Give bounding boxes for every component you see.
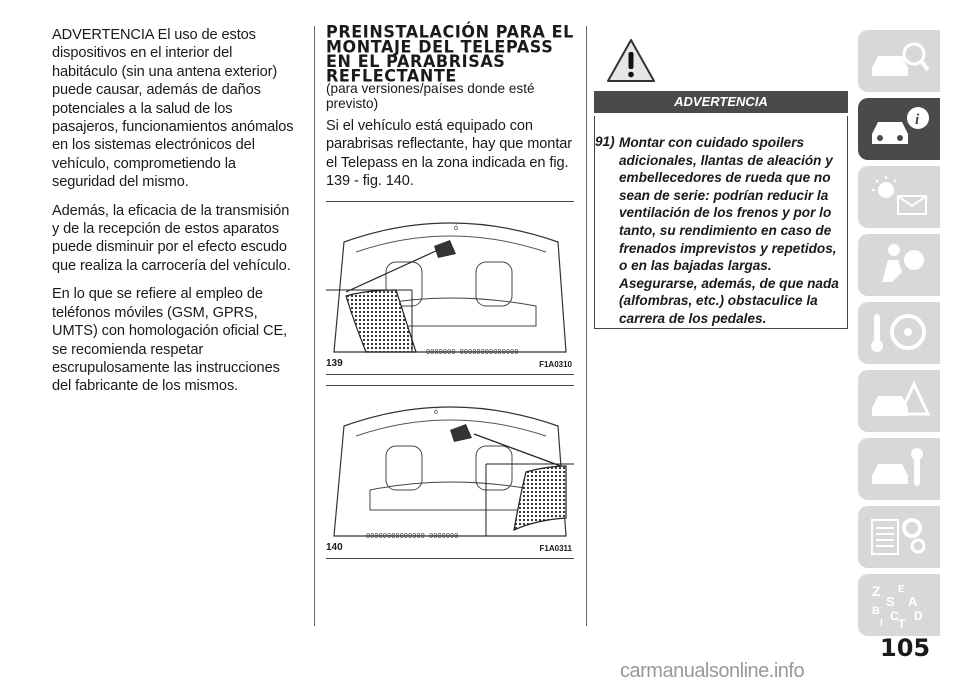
- figure-code: F1A0311: [539, 543, 572, 553]
- svg-text:I: I: [880, 618, 883, 628]
- car-wrench-icon: [868, 446, 930, 492]
- sidebar-tab-warning-lights[interactable]: [858, 166, 940, 228]
- text-column-1: [52, 26, 296, 406]
- svg-text:E: E: [898, 584, 905, 595]
- paragraph: Además, la eficacia de la transmisión y de la recepción de estos aparatos puede disminuir por el efecto escudo que realiza la carrocería del vehículo.: [52, 202, 291, 274]
- svg-text:i: i: [915, 112, 920, 128]
- sidebar-tab-safety[interactable]: [858, 234, 940, 296]
- watermark: carmanualsonline.info: [620, 660, 805, 682]
- paragraph: En lo que se refiere al empleo de teléfonos móviles (GSM, GPRS, UMTS) con homologación oficial CE, se recomienda respetar escrupulosamente las instrucciones del fabricante de los mismos.: [52, 286, 288, 395]
- column-divider: [314, 26, 315, 626]
- figure-number: 139: [326, 357, 343, 369]
- warning-number: 91): [595, 134, 615, 149]
- sidebar-tab-index[interactable]: [858, 574, 940, 636]
- windshield-illustration: [326, 386, 574, 558]
- svg-text:S: S: [886, 594, 895, 609]
- svg-text:A: A: [908, 594, 918, 609]
- svg-text:T: T: [898, 617, 906, 628]
- svg-text:D: D: [914, 609, 923, 623]
- figure-139: [326, 201, 574, 375]
- svg-text:Z: Z: [872, 583, 881, 599]
- sidebar-tab-technical-data[interactable]: [858, 506, 940, 568]
- column-divider: [586, 26, 587, 626]
- warning-column: [594, 0, 848, 340]
- warning-box: [594, 116, 848, 329]
- section-subnote: (para versiones/países donde esté previsto): [326, 81, 535, 111]
- alphabet-index-icon: [868, 582, 930, 628]
- section-heading: PREINSTALACIÓN PARA EL MONTAJE DEL TELEPASS EN EL PARABRISAS REFLECTANTE: [326, 21, 574, 86]
- page-number: 105: [880, 634, 931, 662]
- warning-text: Montar con cuidado spoilers adicionales, llantas de aleación y embellecedores de rueda que no sean de serie: podrían reducir la ventilación de los frenos y por lo tanto, su rendimiento en caso de frenados imprevistos y repetidos, o en las bajadas largas. Asegurarse, además, de que nada (alfombras, etc.) obstaculice la carrera de los pedales.: [619, 135, 839, 326]
- airbag-person-icon: [868, 242, 930, 288]
- sidebar-tab-emergency[interactable]: [858, 370, 940, 432]
- warning-title: ADVERTENCIA: [594, 91, 848, 113]
- paragraph: ADVERTENCIA El uso de estos dispositivos en el interior del habitáculo (sin una antena exterior) puede causar, además de daños potenciales a la salud de los pasajeros, funcionamientos anómalos en los sistemas electrónicos del vehículo, comprometiendo la seguridad del mismo.: [52, 27, 294, 191]
- figure-140: [326, 385, 574, 559]
- svg-text:0000000 00000000000000: 0000000 00000000000000: [426, 348, 519, 357]
- windshield-illustration: [326, 202, 574, 374]
- car-hazard-icon: [868, 378, 930, 424]
- sidebar-tab-car-info[interactable]: [858, 98, 940, 160]
- warning-triangle-icon: [606, 38, 656, 84]
- svg-text:ó: ó: [454, 224, 458, 232]
- steering-key-icon: [868, 310, 930, 356]
- sidebar-tab-starting-driving[interactable]: [858, 302, 940, 364]
- svg-text:B: B: [872, 605, 880, 617]
- figure-number: 140: [326, 541, 343, 553]
- sidebar-tab-maintenance[interactable]: [858, 438, 940, 500]
- sidebar-tab-car-search[interactable]: [858, 30, 940, 92]
- warning-light-icon: [868, 174, 930, 220]
- text-column-2: [326, 0, 574, 559]
- paragraph: Si el vehículo está equipado con parabrisas reflectante, hay que montar el Telepass en la zona indicada en fig. 139 - fig. 140.: [326, 118, 573, 190]
- svg-text:00000000000000 0000000: 00000000000000 0000000: [366, 532, 459, 541]
- svg-text:C: C: [890, 609, 899, 623]
- car-search-icon: [868, 38, 930, 84]
- specs-gear-icon: [868, 514, 930, 560]
- figure-code: F1A0310: [539, 359, 572, 369]
- car-info-icon: [868, 106, 930, 152]
- svg-text:ó: ó: [434, 408, 438, 416]
